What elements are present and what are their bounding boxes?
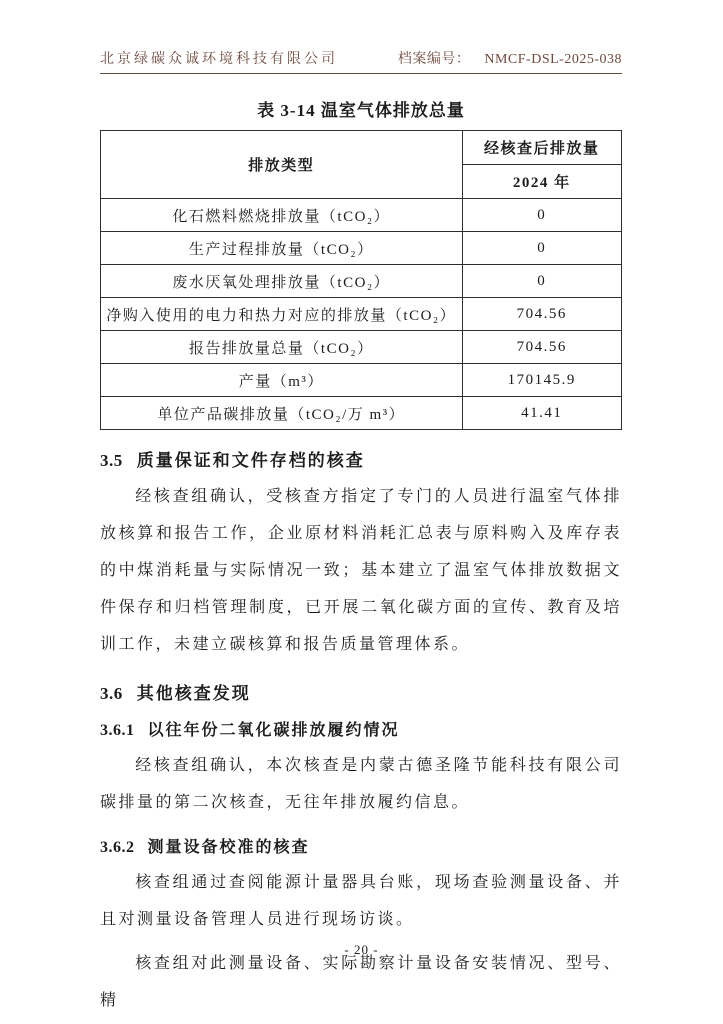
- section-title: 测量设备校准的核查: [147, 839, 310, 856]
- emission-type-cell: 报告排放量总量（tCO₂）: [101, 331, 463, 364]
- section-number: 3.6: [100, 684, 123, 703]
- emission-type-cell: 化石燃料燃烧排放量（tCO₂）: [101, 199, 463, 232]
- emission-type-cell: 单位产品碳排放量（tCO₂/万 m³）: [101, 397, 463, 430]
- year-header: 2024 年: [462, 165, 621, 199]
- emission-value-cell: 0: [462, 265, 621, 298]
- section-number: 3.5: [100, 451, 123, 470]
- file-number-value: NMCF-DSL-2025-038: [484, 52, 622, 67]
- section-heading-3-5: [100, 446, 622, 471]
- section-title: 以往年份二氧化碳排放履约情况: [147, 722, 400, 739]
- file-number-label: 档案编号：: [397, 52, 471, 67]
- file-number: [398, 48, 622, 68]
- page-number: - 20 -: [344, 942, 379, 957]
- section-heading-3-6: [100, 679, 622, 704]
- table-row: [101, 331, 622, 364]
- section-number: 3.6.1: [100, 722, 135, 739]
- emission-value-cell: 0: [462, 232, 621, 265]
- emission-type-cell: 净购入使用的电力和热力对应的排放量（tCO₂）: [101, 298, 463, 331]
- section-title: 其他核查发现: [136, 684, 251, 703]
- emissions-table-body: [101, 199, 622, 430]
- emission-value-cell: 704.56: [462, 298, 621, 331]
- emission-value-cell: 170145.9: [462, 364, 621, 397]
- table-header-row-1: [101, 131, 622, 165]
- emissions-table: [100, 130, 622, 430]
- emission-value-cell: 0: [462, 199, 621, 232]
- emission-value-cell: 41.41: [462, 397, 621, 430]
- paragraph: 核查组对此测量设备、实际勘察计量设备安装情况、型号、精: [100, 955, 622, 1009]
- emission-type-cell: 废水厌氧处理排放量（tCO₂）: [101, 265, 463, 298]
- verified-emission-header: 经核查后排放量: [462, 131, 621, 165]
- section-title: 质量保证和文件存档的核查: [136, 451, 365, 470]
- emission-type-header: 排放类型: [101, 131, 463, 199]
- table-row: [101, 232, 622, 265]
- table-row: [101, 364, 622, 397]
- table-row: [101, 397, 622, 430]
- section-number: 3.6.2: [100, 839, 135, 856]
- paragraph: 经核查组确认，本次核查是内蒙古德圣隆节能科技有限公司碳排量的第二次核查，无往年排放履约信息。: [100, 757, 622, 811]
- section-heading-3-6-2: [100, 834, 622, 857]
- running-header: [100, 0, 622, 74]
- table-title: 表 3-14 温室气体排放总量: [257, 101, 465, 120]
- table-row: [101, 199, 622, 232]
- table-row: [101, 265, 622, 298]
- paragraph: 经核查组确认，受核查方指定了专门的人员进行温室气体排放核算和报告工作，企业原材料消耗汇总表与原料购入及库存表的中煤消耗量与实际情况一致；基本建立了温室气体排放数据文件保存和归档管理制度，已开展二氧化碳方面的宣传、教育及培训工作，未建立碳核算和报告质量管理体系。: [100, 488, 622, 653]
- emission-value-cell: 704.56: [462, 331, 621, 364]
- emissions-table-head: [101, 131, 622, 199]
- table-row: [101, 298, 622, 331]
- emission-type-cell: 生产过程排放量（tCO₂）: [101, 232, 463, 265]
- company-name: 北京绿碳众诚环境科技有限公司: [100, 52, 338, 67]
- emission-type-cell: 产量（m³）: [101, 364, 463, 397]
- paragraph: 核查组通过查阅能源计量器具台账，现场查验测量设备、并且对测量设备管理人员进行现场访谈。: [100, 874, 622, 928]
- section-heading-3-6-1: [100, 717, 622, 740]
